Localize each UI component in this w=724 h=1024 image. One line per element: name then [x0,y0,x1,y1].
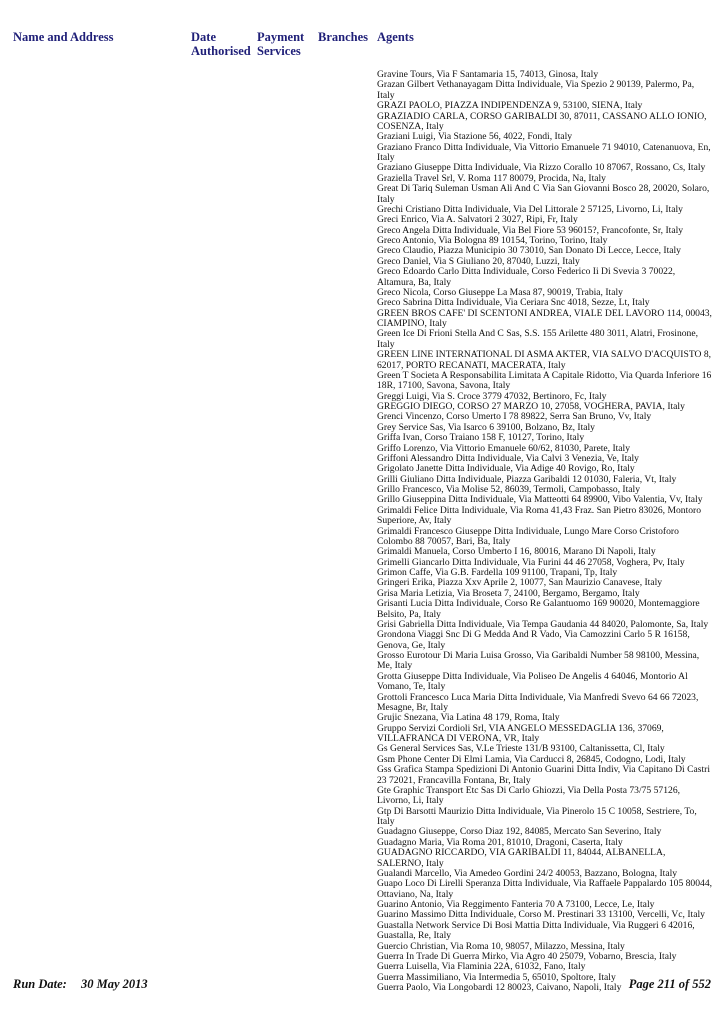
run-date-value: 30 May 2013 [81,977,148,991]
agent-entry: Grimaldi Felice Ditta Individuale, Via Roma 41,43 Fraz. San Pietro 83026, Montoro Superiore, Av, Italy [377,504,702,527]
agent-entry: GREEN BROS CAFE' DI SCENTONI ANDREA, VIALE DEL LAVORO 114, 00043, CIAMPINO, Italy [377,307,712,329]
agent-entry: GREGGIO DIEGO, CORSO 27 MARZO 10, 27058, VOGHERA, PAVIA, Italy [377,401,685,412]
agent-entry: Grisa Maria Letizia, Via Broseta 7, 24100, Bergamo, Bergamo, Italy [377,587,640,599]
agent-entry: Greco Daniel, Via S Giuliano 20, 87040, Luzzi, Italy [377,255,580,267]
agent-entry: GRAZI PAOLO, PIAZZA INDIPENDENZA 9, 53100, SIENA, Italy [377,100,643,112]
agent-entry: Guapo Loco Di Lirelli Speranza Ditta Individuale, Via Raffaele Pappalardo 105 80044, Ottaviano, Na, Italy [377,878,713,900]
agent-entry: Guercio Christian, Via Roma 10, 98057, Milazzo, Messina, Italy [377,940,625,952]
agent-entry: Grottoli Francesco Luca Maria Ditta Individuale, Via Manfredi Svevo 64 66 72023, Mesagne, Br, Italy [377,691,699,713]
agent-entry: Guarino Antonio, Via Reggimento Fanteria 70 A 73100, Lecce, Le, Italy [377,899,655,910]
agent-entry: Guarino Massimo Ditta Individuale, Corso M. Prestinari 33 13100, Vercelli, Vc, Italy [377,909,705,921]
column-header-name-and-address: Name and Address [13,30,114,44]
agent-entry: Guerra Paolo, Via Longobardi 12 80023, Caivano, Napoli, Italy [377,982,622,993]
agent-entry: Griffa Ivan, Corso Traiano 158 F, 10127, Torino, Italy [377,432,585,444]
agent-entry: GREEN LINE INTERNATIONAL DI ASMA AKTER, VIA SALVO D'ACQUISTO 8, 62017, PORTO RECANATI, MACERATA, Italy [377,349,712,371]
agent-entry: Guerra Massimiliano, Via Intermedia 5, 65010, Spoltore, Italy [377,971,616,983]
agent-entry: Grisi Gabriella Ditta Individuale, Via Tempa Gaudania 44 84020, Palomonte, Sa, Italy [377,618,709,630]
agent-entry: Grimon Caffe, Via G.B. Fardella 109 91100, Trapani, Tp, Italy [377,567,618,578]
agent-entry: Greco Nicola, Corso Giuseppe La Masa 87, 90019, Trabia, Italy [377,286,623,298]
column-header-date-authorised: Date Authorised [191,30,251,58]
agent-entry: Greggi Luigi, Via S. Croce 3779 47032, Bertinoro, Fc, Italy [377,390,607,402]
agent-entry: Gss Grafica Stampa Spedizioni Di Antonio Guarini Ditta Indiv, Via Capitano Di Castri 23 72021, Francavilla Fontana, Br, Italy [377,764,711,786]
agent-entry: Greco Edoardo Carlo Ditta Individuale, Corso Federico Ii Di Svevia 3 70022, Altamura, Ba, Italy [377,266,676,288]
agent-entry: Grimaldi Francesco Giuseppe Ditta Individuale, Lungo Mare Corso Cristoforo Colombo 88 70057, Bari, Ba, Italy [377,525,679,547]
agent-entry: Griffoni Alessandro Ditta Individuale, Via Calvi 3 Venezia, Ve, Italy [377,452,639,464]
column-header-agents: Agents [377,30,414,44]
agent-entry: Greco Sabrina Ditta Individuale, Via Ceriara Snc 4018, Sezze, Lt, Italy [377,297,650,309]
agent-entry: Grillo Giuseppina Ditta Individuale, Via Matteotti 64 89900, Vibo Valentia, Vv, Italy [377,494,703,506]
agent-entry: Green T Societa A Responsabilita Limitata A Capitale Ridotto, Via Quarda Inferiore 16 18R, 17100, Savona, Savona, Italy [377,369,712,392]
column-header-branches: Branches [318,30,368,44]
agent-entry: Greco Angela Ditta Individuale, Via Bel Fiore 53 96015?, Francofonte, Sr, Italy [377,224,684,236]
agent-entry: Grey Service Sas, Via Isarco 6 39100, Bolzano, Bz, Italy [377,421,595,433]
agent-entry: Graziano Giuseppe Ditta Individuale, Via Rizzo Corallo 10 87067, Rossano, Cs, Italy [377,162,706,174]
agent-entry: Grimelli Giancarlo Ditta Individuale, Via Furini 44 46 27058, Voghera, Pv, Italy [377,556,685,568]
agent-entry: Greco Antonio, Via Bologna 89 10154, Torino, Torino, Italy [377,235,608,246]
agent-entry: Gringeri Erika, Piazza Xxv Aprile 2, 10077, San Maurizio Canavese, Italy [377,577,663,589]
agent-entry: Guerra In Trade Di Guerra Mirko, Via Agro 40 25079, Vobarno, Brescia, Italy [377,950,677,962]
agent-entry: Grujic Snezana, Via Latina 48 179, Roma, Italy [377,712,560,724]
agent-entry: Gualandi Marcello, Via Amedeo Gordini 24/2 40053, Bazzano, Bologna, Italy [377,867,678,879]
agent-entry: GRAZIADIO CARLA, CORSO GARIBALDI 30, 87011, CASSANO ALLO IONIO, COSENZA, Italy [377,110,707,132]
agent-entry: Guadagno Maria, Via Roma 201, 81010, Dragoni, Caserta, Italy [377,836,623,848]
agent-entry: Gruppo Servizi Cordioli Srl, VIA ANGELO MESSEDAGLIA 136, 37069, VILLAFRANCA DI VERONA, VR, Italy [377,722,664,744]
agent-entry: Grilli Giuliano Ditta Individuale, Piazza Garibaldi 12 01030, Faleria, Vt, Italy [377,473,677,485]
run-date-label: Run Date: [13,977,67,991]
agent-entry: Greco Claudio, Piazza Municipio 30 73010, San Donato Di Lecce, Lecce, Italy [377,245,681,257]
agent-entry: Guastalla Network Service Di Bosi Mattia Ditta Individuale, Via Ruggeri 6 42016, Guastalla, Re, Italy [377,919,695,942]
agent-entry: Grondona Viaggi Snc Di G Medda And R Vado, Via Camozzini Carlo 5 R 16158, Genova, Ge, Italy [377,629,690,651]
agent-entry: GUADAGNO RICCARDO, VIA GARIBALDI 11, 84044, ALBANELLA, SALERNO, Italy [377,847,666,869]
agent-entry: Greci Enrico, Via A. Salvatori 2 3027, Ripi, Fr, Italy [377,214,578,226]
agent-entry: Gte Graphic Transport Etc Sas Di Carlo Ghiozzi, Via Della Posta 73/75 57126, Livorno, Li, Italy [377,784,681,807]
agents-list [377,70,714,993]
agent-entry: Grosso Eurotour Di Maria Luisa Grosso, Via Garibaldi Number 58 98100, Messina, Me, Italy [377,650,700,672]
table-header-row [13,30,713,58]
agent-entry: Green Ice Di Frioni Stella And C Sas, S.S. 155 Arilette 480 3011, Alatri, Frosinone, Italy [377,328,699,350]
agent-entry: Gravine Tours, Via F Santamaria 15, 74013, Ginosa, Italy [377,69,599,80]
agent-entry: Grigolato Janette Ditta Individuale, Via Adige 40 Rovigo, Ro, Italy [377,463,635,475]
agent-entry: Guadagno Giuseppe, Corso Diaz 192, 84085, Mercato San Severino, Italy [377,826,662,838]
column-header-payment-services: Payment Services [257,30,305,58]
agent-entry: Gs General Services Sas, V.Le Trieste 131/B 93100, Caltanissetta, Cl, Italy [377,743,665,755]
agent-entry: Griffo Lorenzo, Via Vittorio Emanuele 60/62, 81030, Parete, Italy [377,442,631,454]
agent-entry: Graziano Franco Ditta Individuale, Via Vittorio Emanuele 71 94010, Catenanuova, En, Italy [377,141,711,163]
agent-entry: Grotta Giuseppe Ditta Individuale, Via Poliseo De Angelis 4 64046, Montorio Al Vomano, Te, Italy [377,670,688,693]
agent-entry: Grillo Francesco, Via Molise 52, 86039, Termoli, Campobasso, Italy [377,484,640,495]
agent-entry: Guerra Luisella, Via Flaminia 22A, 61032, Fano, Italy [377,961,586,973]
agent-entry: Grisanti Lucia Ditta Individuale, Corso Re Galantuomo 169 90020, Montemaggiore Belsito, Pa, Italy [377,598,700,620]
agent-entry: Grimaldi Manuela, Corso Umberto I 16, 80016, Marano Di Napoli, Italy [377,546,656,558]
agent-entry: Grechi Cristiano Ditta Individuale, Via Del Littorale 2 57125, Livorno, Li, Italy [377,203,683,215]
agent-entry: Graziella Travel Srl, V. Roma 117 80079, Procida, Na, Italy [377,172,606,184]
agent-entry: Grenci Vincenzo, Corso Umerto I 78 89822, Serra San Bruno, Vv, Italy [377,411,652,423]
page-indicator: Page 211 of 552 [628,977,711,991]
agent-entry: Graziani Luigi, Via Stazione 56, 4022, Fondi, Italy [377,131,573,143]
agent-entry: Grazan Gilbert Vethanayagam Ditta Individuale, Via Spezio 2 90139, Palermo, Pa, Italy [377,79,695,101]
agent-entry: Gsm Phone Center Di Elmi Lamia, Via Carducci 8, 26845, Codogno, Lodi, Italy [377,753,686,765]
agent-entry: Gtp Di Barsotti Maurizio Ditta Individuale, Via Pinerolo 15 C 10058, Sestriere, To, Italy [377,805,697,827]
agent-entry: Great Di Tariq Suleman Usman Ali And C Via San Giovanni Bosco 28, 20020, Solaro, Italy [377,183,710,205]
